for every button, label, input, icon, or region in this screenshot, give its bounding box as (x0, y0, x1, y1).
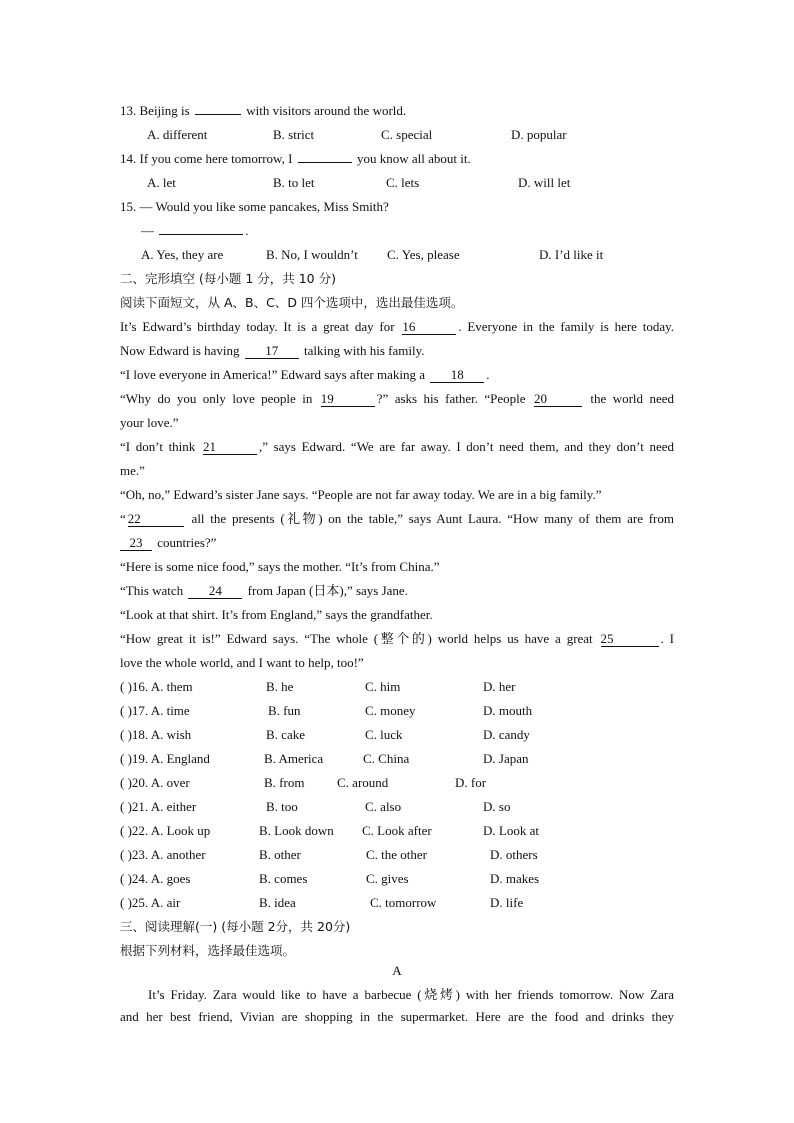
option-b: B. Look down (259, 823, 334, 838)
option-b: B. strict (273, 127, 315, 142)
blank-16[interactable]: 16 (402, 319, 456, 335)
option-c: C. around (337, 775, 389, 790)
option-c: C. China (363, 751, 410, 766)
passage-text: “This watch (120, 583, 184, 598)
reading-line-1 (0, 983, 794, 1007)
blank-18[interactable]: 18 (430, 367, 484, 383)
choice-row (0, 891, 794, 915)
passage-line-2 (0, 339, 794, 363)
choice-label-option-a[interactable]: ( )17. A. time (120, 703, 190, 718)
section-heading: 三、阅读理解(一) (每小题 2分，共 20分) (120, 919, 351, 934)
answer-blank[interactable] (195, 99, 241, 115)
passage-line-8 (0, 483, 794, 507)
passage-line-11 (0, 555, 794, 579)
choice-label-option-a[interactable]: ( )23. A. another (120, 847, 206, 862)
passage-text: ,” says Edward. “We are far away. I don’t need them, and they don’t need (258, 439, 674, 454)
blank-22[interactable]: 22 (128, 511, 184, 527)
choice-label-option-a[interactable]: ( )19. A. England (120, 751, 210, 766)
reading-text: and her best friend, Vivian are shopping in the supermarket. Here are the food and drinks they (120, 1009, 674, 1024)
option-d: D. popular (511, 127, 567, 142)
question-number: 14. (120, 151, 137, 166)
option-a: A. different (147, 127, 208, 142)
question-15-options (0, 243, 794, 267)
blank-19[interactable]: 19 (321, 391, 375, 407)
passage-line-3 (0, 363, 794, 387)
passage-text: countries?” (157, 535, 217, 550)
choice-label-option-a[interactable]: ( )25. A. air (120, 895, 181, 910)
blank-25[interactable]: 25 (601, 631, 659, 647)
passage-line-4 (0, 387, 794, 411)
option-d: D. candy (483, 727, 530, 742)
choice-row (0, 699, 794, 723)
choice-row (0, 675, 794, 699)
choice-row (0, 819, 794, 843)
section-2-instruction (0, 291, 794, 315)
option-c: C. Yes, please (387, 247, 460, 262)
passage-text: “Oh, no,” Edward’s sister Jane says. “People are not far away today. We are in a big family.” (120, 487, 602, 502)
passage-text: “ (120, 511, 126, 526)
option-b: B. comes (259, 871, 308, 886)
option-b: B. idea (259, 895, 296, 910)
question-14 (0, 147, 794, 171)
part-label: A (392, 963, 402, 978)
section-2-heading (0, 267, 794, 291)
option-b: B. cake (266, 727, 305, 742)
passage-text: talking with his family. (304, 343, 425, 358)
question-stem: Beijing is (139, 103, 190, 118)
question-15-answer-line (0, 219, 794, 243)
option-b: B. No, I wouldn’t (266, 247, 358, 262)
passage-text: the world need (590, 391, 674, 406)
question-stem: — Would you like some pancakes, Miss Smith? (139, 199, 389, 214)
option-d: D. Look at (483, 823, 539, 838)
passage-line-9 (0, 507, 794, 531)
passage-line-1 (0, 315, 794, 339)
question-number: 13. (120, 103, 137, 118)
choice-row (0, 771, 794, 795)
option-d: D. makes (490, 871, 540, 886)
option-c: C. gives (366, 871, 409, 886)
choice-row (0, 795, 794, 819)
part-a-label (0, 959, 794, 983)
passage-text: “Look at that shirt. It’s from England,” says the grandfather. (120, 607, 433, 622)
option-c: C. the other (366, 847, 428, 862)
option-d: D. life (490, 895, 524, 910)
choice-label-option-a[interactable]: ( )22. A. Look up (120, 823, 211, 838)
option-c: C. also (365, 799, 402, 814)
passage-text: . (486, 367, 490, 382)
passage-line-10 (0, 531, 794, 555)
passage-text: . I (660, 631, 674, 646)
option-c: C. tomorrow (370, 895, 437, 910)
passage-text: all the presents (礼物) on the table,” says Aunt Laura. “How many of them are from (191, 511, 674, 526)
question-stem: If you come here tomorrow, I (139, 151, 293, 166)
blank-17[interactable]: 17 (245, 343, 299, 359)
question-15 (0, 195, 794, 219)
option-c: C. luck (365, 727, 403, 742)
option-b: B. he (266, 679, 294, 694)
option-d: D. Japan (483, 751, 529, 766)
reading-line-2 (0, 1005, 794, 1029)
option-d: D. mouth (483, 703, 533, 718)
blank-24[interactable]: 24 (188, 583, 242, 599)
choice-row (0, 747, 794, 771)
passage-line-13 (0, 603, 794, 627)
answer-blank[interactable] (298, 147, 352, 163)
passage-text: “I don’t think (120, 439, 196, 454)
option-c: C. money (365, 703, 416, 718)
option-c: C. Look after (362, 823, 432, 838)
passage-text: Now Edward is having (120, 343, 240, 358)
passage-text: “Why do you only love people in (120, 391, 313, 406)
question-13-options (0, 123, 794, 147)
passage-line-7 (0, 459, 794, 483)
passage-text: “How great it is!” Edward says. “The whole (整个的) world helps us have a great (120, 631, 593, 646)
option-a: A. Yes, they are (141, 247, 224, 262)
passage-text: . Everyone in the family is here today. (458, 319, 675, 334)
blank-23[interactable]: 23 (120, 535, 152, 551)
option-d: D. I’d like it (539, 247, 604, 262)
option-c: C. lets (386, 175, 420, 190)
passage-line-12 (0, 579, 794, 603)
passage-line-15 (0, 651, 794, 675)
choice-row (0, 723, 794, 747)
question-stem-end: . (245, 223, 249, 238)
dialogue-dash: — (141, 223, 154, 238)
choice-label-option-a[interactable]: ( )24. A. goes (120, 871, 191, 886)
option-b: B. fun (268, 703, 301, 718)
section-3-heading (0, 915, 794, 939)
question-13 (0, 99, 794, 123)
option-a: A. let (147, 175, 176, 190)
blank-20[interactable]: 20 (534, 391, 582, 407)
choice-label-option-a[interactable]: ( )21. A. either (120, 799, 197, 814)
passage-line-14 (0, 627, 794, 651)
option-b: B. from (264, 775, 305, 790)
question-stem-end: you know all about it. (356, 151, 471, 166)
blank-21[interactable]: 21 (203, 439, 257, 455)
question-stem-end: with visitors around the world. (246, 103, 407, 118)
passage-text: ?” asks his father. “People (376, 391, 526, 406)
choice-label-option-a[interactable]: ( )18. A. wish (120, 727, 192, 742)
section-heading: 二、完形填空 (每小题 1 分，共 10 分) (120, 271, 336, 286)
option-d: D. her (483, 679, 516, 694)
choice-label-option-a[interactable]: ( )20. A. over (120, 775, 190, 790)
passage-line-5 (0, 411, 794, 435)
section-instruction: 根据下列材料，选择最佳选项。 (120, 943, 296, 958)
choice-row (0, 867, 794, 891)
option-d: D. others (490, 847, 538, 862)
option-b: B. other (259, 847, 301, 862)
option-d: D. for (455, 775, 487, 790)
option-b: B. America (264, 751, 324, 766)
passage-text: It’s Edward’s birthday today. It is a great day for (120, 319, 395, 334)
option-d: D. will let (518, 175, 571, 190)
option-c: C. him (365, 679, 401, 694)
choice-row (0, 843, 794, 867)
option-b: B. to let (273, 175, 315, 190)
passage-text: “Here is some nice food,” says the mother. “It’s from China.” (120, 559, 440, 574)
passage-text: from Japan (日本),” says Jane. (247, 583, 408, 598)
answer-blank[interactable] (159, 219, 243, 235)
reading-text: It’s Friday. Zara would like to have a barbecue (烧烤) with her friends tomorrow. Now Zara (148, 987, 674, 1002)
option-d: D. so (483, 799, 511, 814)
passage-text: love the whole world, and I want to help, too!” (120, 655, 364, 670)
passage-text: “I love everyone in America!” Edward says after making a (120, 367, 426, 382)
section-instruction: 阅读下面短文，从 A、B、C、D 四个选项中，选出最佳选项。 (120, 295, 464, 310)
passage-line-6 (0, 435, 794, 459)
passage-text: me.” (120, 463, 145, 478)
question-number: 15. (120, 199, 137, 214)
choice-label-option-a[interactable]: ( )16. A. them (120, 679, 193, 694)
option-b: B. too (266, 799, 298, 814)
question-14-options (0, 171, 794, 195)
option-c: C. special (381, 127, 433, 142)
passage-text: your love.” (120, 415, 179, 430)
